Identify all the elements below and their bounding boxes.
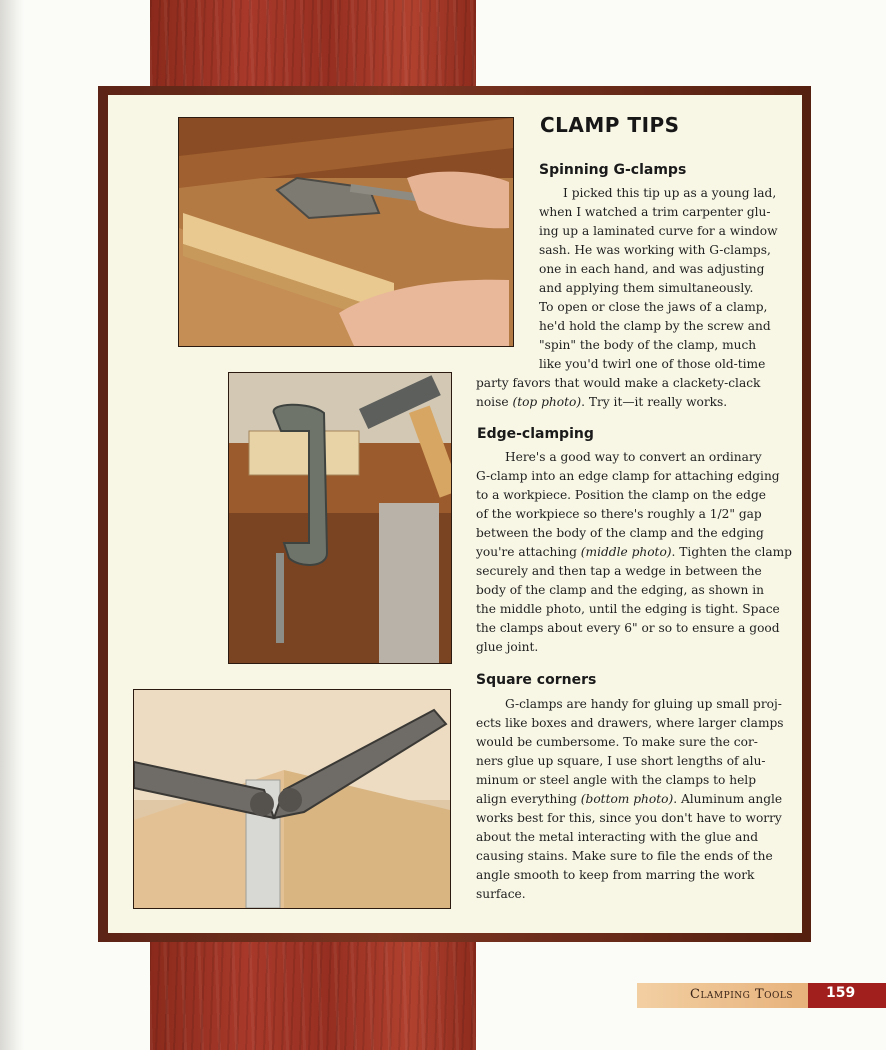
body-line: like you'd twirl one of those old-time: [539, 357, 766, 371]
photo-reference: (middle photo): [580, 545, 672, 559]
body-text: . Aluminum angle: [673, 792, 783, 806]
photo-reference: (top photo): [512, 395, 582, 409]
body-line: G-clamp into an edge clamp for attaching edging: [476, 469, 780, 483]
footer-chapter-label: Clamping Tools: [690, 987, 794, 1002]
body-line: [476, 393, 727, 411]
body-line: and applying them simultaneously.: [539, 281, 754, 295]
body-line: angle smooth to keep from marring the work: [476, 868, 755, 882]
body-line: works best for this, since you don't have to worry: [476, 811, 782, 825]
body-text: align everything: [476, 792, 581, 806]
section-heading-spinning: Spinning G-clamps: [539, 162, 687, 178]
bottom-photo: [133, 689, 451, 909]
body-line: body of the clamp and the edging, as shown in: [476, 583, 764, 597]
body-line: To open or close the jaws of a clamp,: [539, 300, 768, 314]
body-line: "spin" the body of the clamp, much: [539, 338, 757, 352]
page-spine-shadow: [0, 0, 24, 1050]
body-line: causing stains. Make sure to file the ends of the: [476, 849, 773, 863]
section-heading-square-corners: Square corners: [476, 672, 597, 688]
page-number: 159: [826, 985, 856, 1001]
wood-panel-top: [150, 0, 476, 96]
section-heading-edge-clamping: Edge-clamping: [477, 426, 594, 442]
body-line: of the workpiece so there's roughly a 1/2" gap: [476, 507, 762, 521]
body-line: glue joint.: [476, 640, 539, 654]
body-text: you're attaching: [476, 545, 581, 559]
body-line: Here's a good way to convert an ordinary: [505, 450, 762, 464]
body-line: minum or steel angle with the clamps to help: [476, 773, 757, 787]
body-line: ing up a laminated curve for a window: [539, 224, 778, 238]
page-title: CLAMP TIPS: [540, 113, 680, 137]
body-line: between the body of the clamp and the edging: [476, 526, 764, 540]
body-line: surface.: [476, 887, 526, 901]
body-line: sash. He was working with G-clamps,: [539, 243, 771, 257]
photo-reference: (bottom photo): [580, 792, 674, 806]
wood-panel-bottom: [150, 935, 476, 1050]
body-line: the clamps about every 6" or so to ensure a good: [476, 621, 780, 635]
body-line: about the metal interacting with the glue and: [476, 830, 758, 844]
body-line: [476, 790, 782, 808]
body-line: securely and then tap a wedge in between the: [476, 564, 762, 578]
body-text: noise: [476, 395, 513, 409]
middle-photo: [228, 372, 452, 664]
body-line: one in each hand, and was adjusting: [539, 262, 765, 276]
body-line: party favors that would make a clackety-clack: [476, 376, 761, 390]
body-line: he'd hold the clamp by the screw and: [539, 319, 771, 333]
body-line: I picked this tip up as a young lad,: [563, 186, 777, 200]
body-line: G-clamps are handy for gluing up small proj-: [505, 697, 782, 711]
body-line: would be cumbersome. To make sure the cor-: [476, 735, 758, 749]
body-line: ects like boxes and drawers, where larger clamps: [476, 716, 784, 730]
body-line: the middle photo, until the edging is tight. Space: [476, 602, 780, 616]
body-line: [476, 543, 792, 561]
top-photo: [178, 117, 514, 347]
body-line: to a workpiece. Position the clamp on the edge: [476, 488, 766, 502]
body-line: when I watched a trim carpenter glu-: [539, 205, 771, 219]
body-line: ners glue up square, I use short lengths of alu-: [476, 754, 766, 768]
body-text: . Tighten the clamp: [671, 545, 792, 559]
body-text: . Try it—it really works.: [581, 395, 728, 409]
